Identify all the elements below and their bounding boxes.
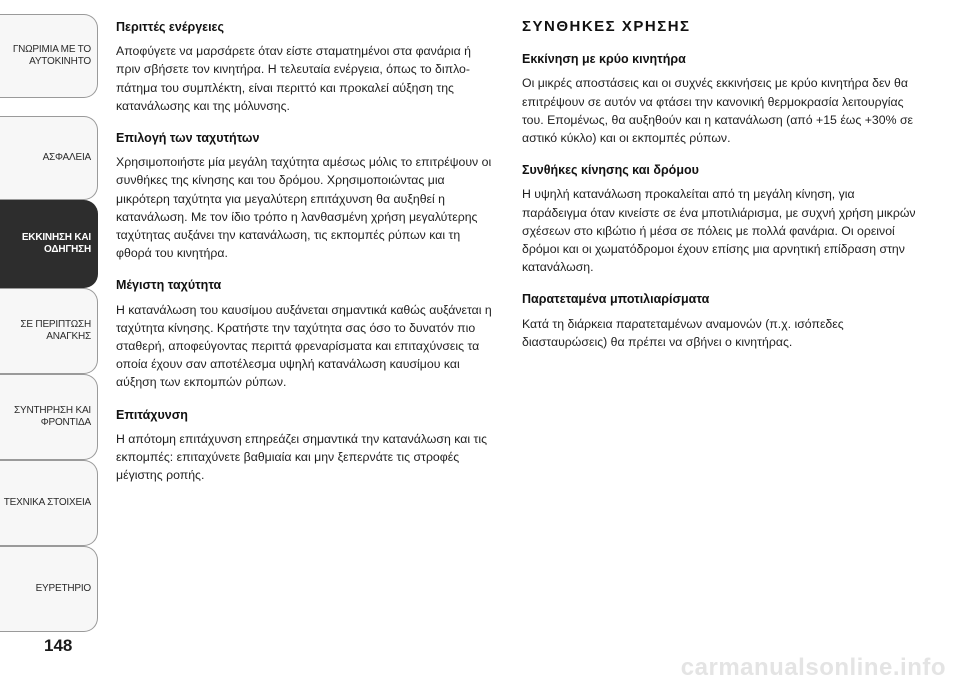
tab-safety[interactable]	[0, 116, 98, 200]
section-heading: Επιτάχυνση	[116, 407, 188, 422]
chapter-sidebar	[0, 0, 100, 686]
tab-label: ΣΕ ΠΕΡΙΠΤΩΣΗ ΑΝΑΓΚΗΣ	[20, 319, 91, 342]
tab-label: ΕΚΚΙΝΗΣΗ ΚΑΙ ΟΔΗΓΗΣΗ	[21, 232, 91, 255]
tab-label: ΑΣΦΑΛΕΙΑ	[42, 152, 91, 163]
tab-label: ΓΝΩΡΙΜΙΑ ΜΕ ΤΟ ΑΥΤΟΚΙΝΗΤΟ	[12, 44, 91, 67]
section-text: Η κατανάλωση του καυσίμου αυξάνεται σημαντικά καθώς αυξάνεται η ταχύτητα κίνησης. Κρατήστε την ταχύτητα σας όσο το δυνατόν πιο σταθερή, αποφεύγοντας περιττά φρεναρίσματα και επιταχύνσεις τα οποία έχουν σαν αποτέλεσμα υψηλή κατανάλωση καυσίμου και αύξηση των εκπομπών ρύπων.	[116, 302, 492, 390]
left-column	[116, 18, 496, 498]
section-text: Η απότομη επιτάχυνση επηρεάζει σημαντικά την κατανάλωση και τις εκπομπές: επιταχύνετε βαθμιαία και μην ξεπερνάτε τις στροφές μέγιστης ροπής.	[116, 431, 488, 483]
section-heading: Περιττές ενέργειες	[116, 20, 224, 34]
tab-starting-and-driving[interactable]	[0, 200, 98, 288]
tab-maintenance-and-care[interactable]	[0, 374, 98, 460]
section-heading: Μέγιστη ταχύτητα	[116, 278, 222, 293]
section-text: Οι μικρές αποστάσεις και οι συχνές εκκινήσεις με κρύο κινητήρα δεν θα επιτρέψουν σε αυτόν να φτάσει την κανονική θερμοκρασία λειτουργίας του. Επομένως, θα αυξηθούν και η κατανάλωση (από +15 έως +30% σε αστικό κύκλο) και οι εκπομπές ρύπων.	[522, 76, 914, 146]
tab-emergency[interactable]	[0, 288, 98, 374]
section-text: Αποφύγετε να μαρσάρετε όταν είστε σταματημένοι στα φανάρια ή πριν σβήσετε τον κινητήρα. Η τελευταία ενέργεια, όπως το διπλο-πάτημα του συμπλέκτη, είναι περιττό και προκαλεί αύξηση της κατανάλωσης και της μόλυνσης.	[116, 44, 472, 113]
tab-technical-data[interactable]	[0, 460, 98, 546]
section-heading: Παρατεταμένα μποτιλιαρίσματα	[522, 292, 710, 307]
tab-index[interactable]	[0, 546, 98, 632]
tab-label: ΣΥΝΤΗΡΗΣΗ ΚΑΙ ΦΡΟΝΤΙΔΑ	[14, 405, 91, 428]
right-column	[522, 18, 917, 365]
chapter-title: ΣΥΝΘΗΚΕΣ ΧΡΗΣΗΣ	[522, 18, 691, 35]
section-heading: Επιλογή των ταχυτήτων	[116, 131, 260, 146]
section-text: Κατά τη διάρκεια παρατεταμένων αναμονών (π.χ. ισόπεδες διασταυρώσεις) θα πρέπει να σβήνει ο κινητήρας.	[522, 316, 844, 349]
page-number: 148	[44, 636, 73, 655]
section-heading: Εκκίνηση με κρύο κινητήρα	[522, 52, 686, 67]
tab-label: ΕΥΡΕΤΗΡΙΟ	[35, 583, 91, 594]
section-text: Η υψηλή κατανάλωση προκαλείται από τη μεγάλη κίνηση, για παράδειγμα όταν κινείστε σε ένα μποτιλιάρισμα, με συχνή χρήση μικρών σχέσεων στο κιβώτιο ή μέσα σε πόλεις με πολλά φανάρια. Οι ορεινοί δρόμοι και οι χωματόδρομοι έχουν επίσης μια αρνητική επίδραση στην κατανάλωση.	[522, 187, 916, 275]
tab-getting-to-know-car[interactable]	[0, 14, 98, 98]
section-heading: Συνθήκες κίνησης και δρόμου	[522, 163, 699, 178]
watermark: carmanualsonline.info	[680, 654, 946, 681]
tab-label: ΤΕΧΝΙΚΑ ΣΤΟΙΧΕΙΑ	[3, 497, 91, 508]
section-text: Χρησιμοποιήστε μία μεγάλη ταχύτητα αμέσως μόλις το επιτρέψουν οι συνθήκες της κίνησης και του δρόμου. Χρησιμοποιώντας μια μικρότερη ταχύτητα για μεγαλύτερη επιτάχυνση θα αυξηθεί η κατανάλωση. Με τον ίδιο τρόπο η λανθασμένη χρήση μεγαλύτερης ταχύτητας αυξάνει την κατανάλωση, τις εκπομπές ρύπων και τη φθορά του κινητήρα.	[116, 155, 492, 261]
